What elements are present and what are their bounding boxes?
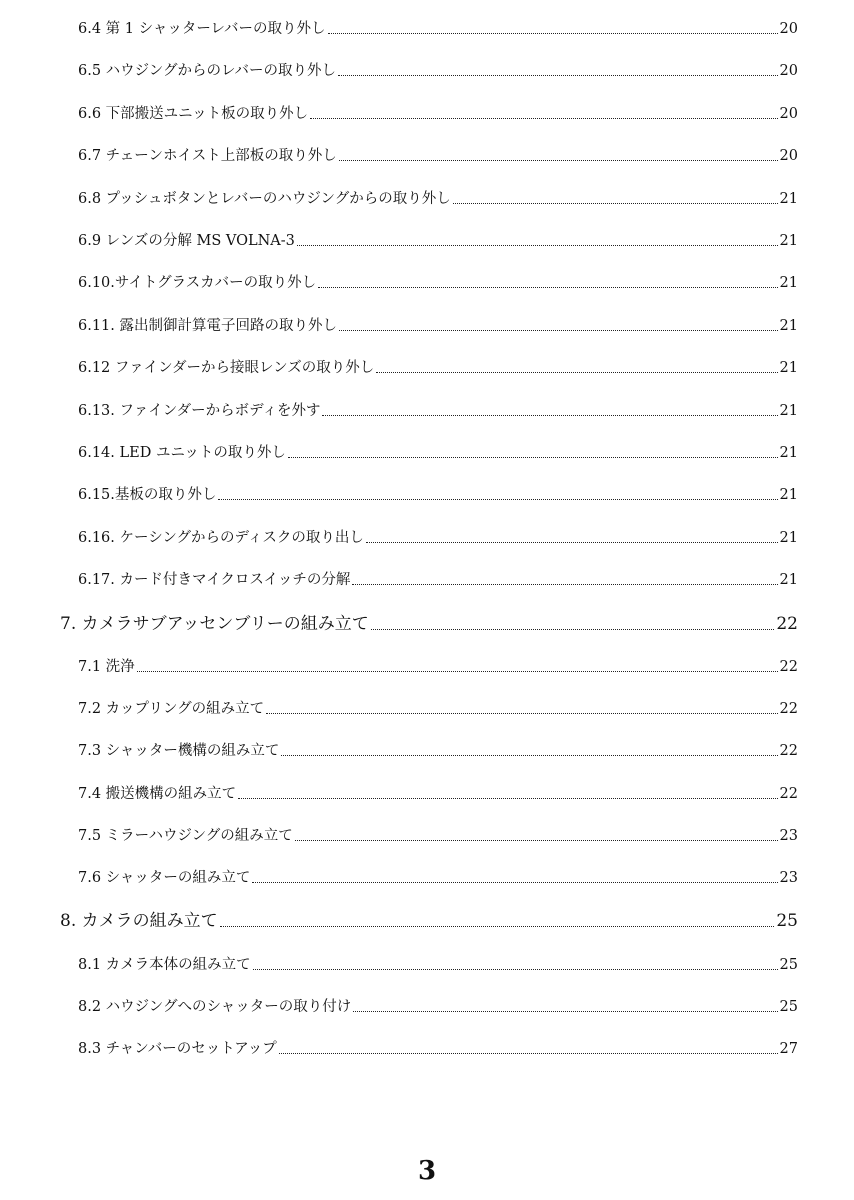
toc-entry-page: 21 xyxy=(779,572,798,588)
toc-entry-title: 8.1 カメラ本体の組み立て xyxy=(78,957,251,973)
toc-entry-page: 21 xyxy=(779,530,798,546)
dot-leader xyxy=(339,330,778,331)
dot-leader xyxy=(366,542,778,543)
toc-entry-6-6[interactable] xyxy=(78,107,798,122)
toc-entry-6-13[interactable] xyxy=(78,404,798,419)
toc-entry-page: 21 xyxy=(779,275,798,291)
toc-entry-page: 21 xyxy=(779,487,798,503)
toc-entry-7-6[interactable] xyxy=(78,871,798,886)
toc-entry-page: 21 xyxy=(779,403,798,419)
toc-entry-page: 21 xyxy=(779,318,798,334)
dot-leader xyxy=(279,1053,778,1054)
toc-entry-page: 20 xyxy=(779,21,798,37)
toc-entry-title: 6.11. 露出制御計算電子回路の取り外し xyxy=(78,318,338,334)
dot-leader xyxy=(281,755,777,756)
toc-entry-page: 25 xyxy=(776,911,798,931)
toc-entry-title: 6.6 下部搬送ユニット板の取り外し xyxy=(78,106,309,122)
dot-leader xyxy=(252,882,777,883)
toc-entry-page: 27 xyxy=(779,1041,798,1057)
toc-entry-6-10[interactable] xyxy=(78,276,798,291)
toc-entry-page: 21 xyxy=(779,360,798,376)
dot-leader xyxy=(338,75,778,76)
dot-leader xyxy=(297,245,778,246)
toc-entry-page: 21 xyxy=(779,445,798,461)
toc-entry-title: 8. カメラの組み立て xyxy=(60,911,218,931)
dot-leader xyxy=(266,713,777,714)
toc-entry-title: 7.2 カップリングの組み立て xyxy=(78,701,265,717)
toc-entry-page: 21 xyxy=(779,233,798,249)
toc-entry-title: 7.6 シャッターの組み立て xyxy=(78,870,251,886)
toc-entry-6-15[interactable] xyxy=(78,488,798,503)
toc-entry-page: 23 xyxy=(779,870,798,886)
dot-leader xyxy=(137,671,778,672)
toc-entry-6-16[interactable] xyxy=(78,531,798,546)
toc-entry-title: 8.3 チャンバーのセットアップ xyxy=(78,1041,277,1057)
toc-entry-page: 25 xyxy=(779,957,798,973)
toc-entry-title: 6.8 プッシュボタンとレバーのハウジングからの取り外し xyxy=(78,191,451,207)
toc-entry-title: 6.7 チェーンホイスト上部板の取り外し xyxy=(78,148,337,164)
toc-entry-page: 22 xyxy=(779,786,798,802)
toc-entry-title: 6.5 ハウジングからのレバーの取り外し xyxy=(78,63,336,79)
toc-entry-page: 25 xyxy=(779,999,798,1015)
toc-entry-page: 22 xyxy=(779,701,798,717)
dot-leader xyxy=(220,926,775,927)
toc-entry-title: 6.17. カード付きマイクロスイッチの分解 xyxy=(78,572,351,588)
toc-chapter-8[interactable] xyxy=(60,913,798,930)
dot-leader xyxy=(352,584,777,585)
toc-entry-6-5[interactable] xyxy=(78,64,798,79)
toc-entry-6-9[interactable] xyxy=(78,234,798,249)
toc-entry-7-1[interactable] xyxy=(78,660,798,675)
dot-leader xyxy=(328,33,778,34)
toc-entry-title: 6.16. ケーシングからのディスクの取り出し xyxy=(78,530,364,546)
toc-entry-page: 20 xyxy=(779,106,798,122)
dot-leader xyxy=(295,840,778,841)
dot-leader xyxy=(238,798,777,799)
toc-entry-title: 7.3 シャッター機構の組み立て xyxy=(78,743,280,759)
toc-entry-title: 7.5 ミラーハウジングの組み立て xyxy=(78,828,293,844)
toc-entry-title: 7. カメラサブアッセンブリーの組み立て xyxy=(60,614,369,634)
toc-entry-6-4[interactable] xyxy=(78,22,798,37)
toc-entry-title: 7.4 搬送機構の組み立て xyxy=(78,786,237,802)
dot-leader xyxy=(310,118,777,119)
toc-entry-page: 22 xyxy=(779,659,798,675)
toc-entry-7-2[interactable] xyxy=(78,702,798,717)
toc-entry-8-2[interactable] xyxy=(78,1000,798,1015)
toc-entry-page: 20 xyxy=(779,63,798,79)
toc-entry-page: 20 xyxy=(779,148,798,164)
toc-entry-title: 6.9 レンズの分解 MS VOLNA-3 xyxy=(78,233,295,249)
dot-leader xyxy=(322,415,777,416)
toc-entry-title: 8.2 ハウジングへのシャッターの取り付け xyxy=(78,999,352,1015)
toc-entry-8-1[interactable] xyxy=(78,958,798,973)
toc-entry-title: 7.1 洗浄 xyxy=(78,659,135,675)
dot-leader xyxy=(371,629,775,630)
dot-leader xyxy=(339,160,778,161)
toc-entry-8-3[interactable] xyxy=(78,1042,798,1057)
dot-leader xyxy=(453,203,778,204)
dot-leader xyxy=(353,1011,777,1012)
toc-entry-title: 6.13. ファインダーからボディを外す xyxy=(78,403,321,419)
dot-leader xyxy=(218,499,777,500)
toc-entry-title: 6.14. LED ユニットの取り外し xyxy=(78,445,286,461)
dot-leader xyxy=(376,372,777,373)
toc-entry-title: 6.4 第 1 シャッターレバーの取り外し xyxy=(78,21,326,37)
toc-entry-6-17[interactable] xyxy=(78,573,798,588)
dot-leader xyxy=(253,969,778,970)
toc-entry-page: 23 xyxy=(779,828,798,844)
toc-entry-7-5[interactable] xyxy=(78,829,798,844)
dot-leader xyxy=(288,457,778,458)
toc-entry-6-11[interactable] xyxy=(78,319,798,334)
toc-entry-7-4[interactable] xyxy=(78,787,798,802)
toc-entry-7-3[interactable] xyxy=(78,744,798,759)
dot-leader xyxy=(318,287,777,288)
toc-entry-title: 6.15.基板の取り外し xyxy=(78,487,217,503)
toc-entry-page: 22 xyxy=(776,614,798,634)
toc-entry-6-14[interactable] xyxy=(78,446,798,461)
toc-entry-6-8[interactable] xyxy=(78,192,798,207)
toc-entry-page: 22 xyxy=(779,743,798,759)
page-number: 3 xyxy=(417,1156,437,1186)
toc-entry-title: 6.10.サイトグラスカバーの取り外し xyxy=(78,275,317,291)
toc-entry-title: 6.12 ファインダーから接眼レンズの取り外し xyxy=(78,360,375,376)
toc-entry-6-7[interactable] xyxy=(78,149,798,164)
toc-entry-6-12[interactable] xyxy=(78,361,798,376)
toc-chapter-7[interactable] xyxy=(60,616,798,633)
toc-entry-page: 21 xyxy=(779,191,798,207)
